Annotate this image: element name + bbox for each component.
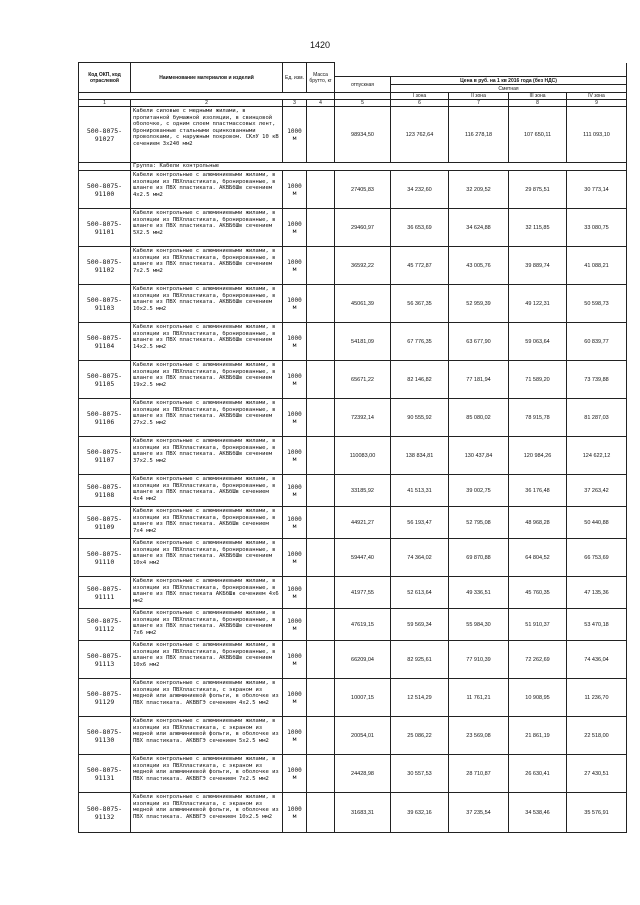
group-spacer xyxy=(79,163,131,171)
zone-3-price: 34 538,46 xyxy=(509,793,567,833)
zone-4-price: 47 135,36 xyxy=(567,577,627,609)
okp-code: 500-8075-91101 xyxy=(79,209,131,247)
material-name: Кабели контрольные с алюминиевыми жилами, в изоляции из ПВХпластиката, бронированные, в шланге из ПВХ пластиката. АКВБбШв сечением 19х2.5 мм2 xyxy=(131,361,283,399)
okp-code: 500-8075-91113 xyxy=(79,641,131,679)
zone-2-price: 28 710,87 xyxy=(449,755,509,793)
zone-1-price: 45 772,87 xyxy=(391,247,449,285)
zone-4-price: 73 739,88 xyxy=(567,361,627,399)
zone-3-price: 64 804,52 xyxy=(509,539,567,577)
col-number: 4 xyxy=(307,100,335,107)
zone-3-price: 36 176,48 xyxy=(509,475,567,507)
zone-3-price: 71 589,20 xyxy=(509,361,567,399)
table-row xyxy=(79,107,627,163)
zone-1-price: 74 364,02 xyxy=(391,539,449,577)
release-price: 47619,15 xyxy=(335,609,391,641)
table-row xyxy=(79,361,627,399)
material-name: Кабели контрольные с алюминиевыми жилами, в изоляции из ПВХпластиката, бронированные, в шланге из ПВХ пластиката. АКВБбШв сечением 10х4 мм2 xyxy=(131,539,283,577)
unit: 1000 м xyxy=(283,539,307,577)
table-row xyxy=(79,679,627,717)
material-name: Кабели контрольные с алюминиевыми жилами, в изоляции из ПВХпластиката, бронированные, в шланге из ПВХ пластиката. АКБбШв сечением 7х4 мм2 xyxy=(131,507,283,539)
release-price: 29460,97 xyxy=(335,209,391,247)
zone-2-price: 85 080,02 xyxy=(449,399,509,437)
table-row xyxy=(79,475,627,507)
okp-code: 500-8075-91105 xyxy=(79,361,131,399)
table-row xyxy=(79,793,627,833)
material-name: Кабели контрольные с алюминиевыми жилами, в изоляции из ПВХпластиката, бронированные, в шланге из ПВХ пластиката. АКВБбШв сечением 7х6 мм2 xyxy=(131,609,283,641)
col-number: 7 xyxy=(449,100,509,107)
unit: 1000 м xyxy=(283,793,307,833)
material-name: Кабели контрольные с алюминиевыми жилами, в изоляции из ПВХпластиката, бронированные, в шланге из ПВХ пластиката. АКВБбШв сечением 10х2.5 мм2 xyxy=(131,285,283,323)
unit: 1000 м xyxy=(283,641,307,679)
header-mass: Масса брутто, кг xyxy=(307,63,335,93)
unit: 1000 м xyxy=(283,507,307,539)
gross-mass xyxy=(307,437,335,475)
okp-code: 500-8075-91106 xyxy=(79,399,131,437)
zone-4-price: 41 088,21 xyxy=(567,247,627,285)
gross-mass xyxy=(307,641,335,679)
zone-2-price: 49 336,51 xyxy=(449,577,509,609)
gross-mass xyxy=(307,323,335,361)
col-number: 1 xyxy=(79,100,131,107)
zone-1-price: 56 367,35 xyxy=(391,285,449,323)
zone-1-price: 90 555,92 xyxy=(391,399,449,437)
unit: 1000 м xyxy=(283,399,307,437)
zone-3-price: 32 115,85 xyxy=(509,209,567,247)
release-price: 110083,00 xyxy=(335,437,391,475)
material-name: Кабели контрольные с алюминиевыми жилами, в изоляции из ПВХпластиката, бронированные, в шланге из ПВХ пластиката. АКВБбШв сечением 14х2.5 мм2 xyxy=(131,323,283,361)
unit: 1000 м xyxy=(283,437,307,475)
unit: 1000 м xyxy=(283,755,307,793)
zone-1-price: 138 834,81 xyxy=(391,437,449,475)
zone-1-price: 25 086,22 xyxy=(391,717,449,755)
zone-2-price: 43 005,76 xyxy=(449,247,509,285)
release-price: 72392,14 xyxy=(335,399,391,437)
okp-code: 500-8075-91111 xyxy=(79,577,131,609)
zone-4: IV зона xyxy=(567,93,627,100)
gross-mass xyxy=(307,361,335,399)
table-row xyxy=(79,171,627,209)
material-name: Кабели контрольные с алюминиевыми жилами, в изоляции из ПВХпластиката, бронированные, в шланге из ПВХ пластиката. АКВБбШв сечением 5Х2.5 мм2 xyxy=(131,209,283,247)
zone-1-price: 34 232,60 xyxy=(391,171,449,209)
material-name: Кабели контрольные с алюминиевыми жилами, в изоляции из ПВХпластиката, с экраном из медной или алюминиевой фольги, в оболочке из ПВХ пластиката. АКВВГЭ сечением 10х2.5 мм2 xyxy=(131,793,283,833)
okp-code: 500-8075-91100 xyxy=(79,171,131,209)
col-number: 6 xyxy=(391,100,449,107)
zone-3-price: 21 861,19 xyxy=(509,717,567,755)
gross-mass xyxy=(307,475,335,507)
gross-mass xyxy=(307,539,335,577)
material-name: Кабели контрольные с алюминиевыми жилами, в изоляции из ПВХпластиката, бронированные, в шланге из ПВХ пластиката АКБбШв сечением 4х6 мм2 xyxy=(131,577,283,609)
unit: 1000 м xyxy=(283,247,307,285)
unit: 1000 м xyxy=(283,577,307,609)
gross-mass xyxy=(307,247,335,285)
zone-2-price: 34 624,88 xyxy=(449,209,509,247)
release-price: 45061,39 xyxy=(335,285,391,323)
col-number: 8 xyxy=(509,100,567,107)
okp-code: 500-8075-91103 xyxy=(79,285,131,323)
zone-3-price: 29 875,51 xyxy=(509,171,567,209)
release-price: 54181,09 xyxy=(335,323,391,361)
col-number: 3 xyxy=(283,100,307,107)
header-unit: Ед. изм. xyxy=(283,63,307,93)
zone-3-price: 78 915,78 xyxy=(509,399,567,437)
zone-1-price: 52 613,64 xyxy=(391,577,449,609)
zone-4-price: 27 430,51 xyxy=(567,755,627,793)
okp-code: 500-8075-91131 xyxy=(79,755,131,793)
gross-mass xyxy=(307,285,335,323)
zone-2-price: 32 209,52 xyxy=(449,171,509,209)
release-price: 10007,15 xyxy=(335,679,391,717)
zone-1-price: 59 569,34 xyxy=(391,609,449,641)
zone-3-price: 120 984,26 xyxy=(509,437,567,475)
material-name: Кабели силовые с медными жилами, в пропитанной бумажной изоляции, в свинцовой оболочке, с одним слоем пластмассовых лент, бронированные стальными оцинкованными проволоками, с наружным покровом. СКлУ 10 кВ сечением 3х240 мм2 xyxy=(131,107,283,163)
zone-2-price: 63 677,90 xyxy=(449,323,509,361)
table-row xyxy=(79,755,627,793)
table-row xyxy=(79,285,627,323)
material-name: Кабели контрольные с алюминиевыми жилами, в изоляции из ПВХпластиката, бронированные, в шланге из ПВХ пластиката. АКВБбШв сечением 37х2.5 мм2 xyxy=(131,437,283,475)
zone-4-price: 37 263,42 xyxy=(567,475,627,507)
zone-3-price: 72 262,69 xyxy=(509,641,567,679)
table-row xyxy=(79,507,627,539)
zone-2-price: 11 761,21 xyxy=(449,679,509,717)
material-name: Кабели контрольные с алюминиевыми жилами, в изоляции из ПВХпластиката, бронированные, в шланге из ПВХ пластиката. АКВБбШв сечением 10х6 мм2 xyxy=(131,641,283,679)
zone-1-price: 30 557,53 xyxy=(391,755,449,793)
gross-mass xyxy=(307,577,335,609)
gross-mass xyxy=(307,679,335,717)
header-price-title: Цена в руб. на 1 кв 2016 года (без НДС) xyxy=(391,77,627,85)
zone-4-price: 74 436,04 xyxy=(567,641,627,679)
release-price: 24428,98 xyxy=(335,755,391,793)
zone-4-price: 30 773,14 xyxy=(567,171,627,209)
unit: 1000 м xyxy=(283,679,307,717)
zone-1-price: 41 513,31 xyxy=(391,475,449,507)
gross-mass xyxy=(307,609,335,641)
zone-4-price: 50 440,88 xyxy=(567,507,627,539)
table-row xyxy=(79,609,627,641)
unit: 1000 м xyxy=(283,171,307,209)
material-name: Кабели контрольные с алюминиевыми жилами, в изоляции из ПВХпластиката, с экраном из медной или алюминиевой фольги, в оболочке из ПВХ пластиката. АКВВГЭ сечением 7х2.5 мм2 xyxy=(131,755,283,793)
zone-3-price: 26 630,41 xyxy=(509,755,567,793)
header-release-price: отпускная xyxy=(335,77,391,93)
material-name: Кабели контрольные с алюминиевыми жилами, в изоляции из ПВХпластиката, с экраном из медной или алюминиевой фольги, в оболочке из ПВХ пластиката. АКВВГЭ сечением 4х2.5 мм2 xyxy=(131,679,283,717)
unit: 1000 м xyxy=(283,323,307,361)
zone-1-price: 56 193,47 xyxy=(391,507,449,539)
group-label: Группа: Кабели контрольные xyxy=(131,163,627,171)
gross-mass xyxy=(307,507,335,539)
unit: 1000 м xyxy=(283,285,307,323)
zone-4-price: 111 093,10 xyxy=(567,107,627,163)
zone-4-price: 33 080,75 xyxy=(567,209,627,247)
zone-1-price: 67 776,35 xyxy=(391,323,449,361)
unit: 1000 м xyxy=(283,717,307,755)
gross-mass xyxy=(307,171,335,209)
zone-4-price: 66 753,69 xyxy=(567,539,627,577)
zone-1-price: 123 762,64 xyxy=(391,107,449,163)
okp-code: 500-8075-91110 xyxy=(79,539,131,577)
okp-code: 500-8075-91102 xyxy=(79,247,131,285)
unit: 1000 м xyxy=(283,475,307,507)
gross-mass xyxy=(307,107,335,163)
zone-3-price: 45 760,35 xyxy=(509,577,567,609)
release-price: 44921,27 xyxy=(335,507,391,539)
okp-code: 500-8075-91109 xyxy=(79,507,131,539)
zone-4-price: 60 839,77 xyxy=(567,323,627,361)
col-number: 5 xyxy=(335,100,391,107)
unit: 1000 м xyxy=(283,361,307,399)
group-row xyxy=(79,163,627,171)
release-price: 66209,04 xyxy=(335,641,391,679)
zone-2: II зона xyxy=(449,93,509,100)
release-price: 27405,83 xyxy=(335,171,391,209)
col-number: 2 xyxy=(131,100,283,107)
zone-4-price: 124 622,12 xyxy=(567,437,627,475)
zone-4-price: 22 518,00 xyxy=(567,717,627,755)
zone-4-price: 81 287,03 xyxy=(567,399,627,437)
okp-code: 500-8075-91112 xyxy=(79,609,131,641)
unit: 1000 м xyxy=(283,107,307,163)
zone-2-price: 55 984,30 xyxy=(449,609,509,641)
zone-4-price: 53 470,18 xyxy=(567,609,627,641)
zone-3-price: 39 889,74 xyxy=(509,247,567,285)
zone-1-price: 82 925,61 xyxy=(391,641,449,679)
zone-1-price: 39 632,16 xyxy=(391,793,449,833)
okp-code: 500-8075-91027 xyxy=(79,107,131,163)
zone-3-price: 48 968,28 xyxy=(509,507,567,539)
zone-3-price: 10 908,95 xyxy=(509,679,567,717)
gross-mass xyxy=(307,717,335,755)
material-name: Кабели контрольные с алюминиевыми жилами, в изоляции из ПВХпластиката, бронированные, в шланге из ПВХ пластиката. АКВБбШв сечением 4х2.5 мм2 xyxy=(131,171,283,209)
zone-2-price: 77 910,39 xyxy=(449,641,509,679)
page-number: 1420 xyxy=(309,40,331,50)
release-price: 41977,55 xyxy=(335,577,391,609)
table-row xyxy=(79,399,627,437)
zone-4-price: 11 236,70 xyxy=(567,679,627,717)
release-price: 36592,22 xyxy=(335,247,391,285)
table-row xyxy=(79,437,627,475)
header-name: Наименование материалов и изделий xyxy=(131,63,283,93)
zone-2-price: 23 569,08 xyxy=(449,717,509,755)
release-price: 59447,40 xyxy=(335,539,391,577)
release-price: 31683,31 xyxy=(335,793,391,833)
table-body xyxy=(79,107,627,833)
okp-code: 500-8075-91130 xyxy=(79,717,131,755)
material-name: Кабели контрольные с алюминиевыми жилами, в изоляции из ПВХпластиката, бронированные, в шланге из ПВХ пластиката. АКБбШв сечением 4х4 мм2 xyxy=(131,475,283,507)
zone-3-price: 59 063,64 xyxy=(509,323,567,361)
release-price: 98934,50 xyxy=(335,107,391,163)
zone-1: I зона xyxy=(391,93,449,100)
table-row xyxy=(79,209,627,247)
zone-2-price: 69 870,88 xyxy=(449,539,509,577)
gross-mass xyxy=(307,793,335,833)
material-name: Кабели контрольные с алюминиевыми жилами, в изоляции из ПВХпластиката, бронированные, в шланге из ПВХ пластиката. АКВБбШв сечением 7х2.5 мм2 xyxy=(131,247,283,285)
price-table xyxy=(78,62,627,833)
unit: 1000 м xyxy=(283,209,307,247)
zone-2-price: 52 959,39 xyxy=(449,285,509,323)
zone-1-price: 12 514,29 xyxy=(391,679,449,717)
zone-3-price: 49 122,31 xyxy=(509,285,567,323)
okp-code: 500-8075-91129 xyxy=(79,679,131,717)
zone-1-price: 82 146,82 xyxy=(391,361,449,399)
okp-code: 500-8075-91132 xyxy=(79,793,131,833)
material-name: Кабели контрольные с алюминиевыми жилами, в изоляции из ПВХпластиката, бронированные, в шланге из ПВХ пластиката. АКВБбШв сечением 27х2.5 мм2 xyxy=(131,399,283,437)
release-price: 65671,22 xyxy=(335,361,391,399)
table-row xyxy=(79,539,627,577)
zone-3-price: 107 650,11 xyxy=(509,107,567,163)
zone-4-price: 50 598,73 xyxy=(567,285,627,323)
table-row xyxy=(79,641,627,679)
okp-code: 500-8075-91108 xyxy=(79,475,131,507)
zone-1-price: 36 653,69 xyxy=(391,209,449,247)
zone-2-price: 52 795,08 xyxy=(449,507,509,539)
zone-2-price: 39 002,75 xyxy=(449,475,509,507)
unit: 1000 м xyxy=(283,609,307,641)
release-price: 20054,01 xyxy=(335,717,391,755)
zone-3: III зона xyxy=(509,93,567,100)
gross-mass xyxy=(307,209,335,247)
release-price: 33185,92 xyxy=(335,475,391,507)
okp-code: 500-8075-91107 xyxy=(79,437,131,475)
okp-code: 500-8075-91104 xyxy=(79,323,131,361)
gross-mass xyxy=(307,399,335,437)
material-name: Кабели контрольные с алюминиевыми жилами, в изоляции из ПВХпластиката, с экраном из медной или алюминиевой фольги, в оболочке из ПВХ пластиката. АКВВГЭ сечением 5х2.5 мм2 xyxy=(131,717,283,755)
header-estimate: Сметная xyxy=(391,85,627,93)
zone-2-price: 116 278,18 xyxy=(449,107,509,163)
zone-2-price: 77 181,94 xyxy=(449,361,509,399)
zone-3-price: 51 910,37 xyxy=(509,609,567,641)
table-row xyxy=(79,247,627,285)
gross-mass xyxy=(307,755,335,793)
zone-2-price: 130 437,84 xyxy=(449,437,509,475)
zone-4-price: 35 576,91 xyxy=(567,793,627,833)
zone-2-price: 37 235,54 xyxy=(449,793,509,833)
table-row xyxy=(79,577,627,609)
col-number: 9 xyxy=(567,100,627,107)
table-row xyxy=(79,323,627,361)
table-row xyxy=(79,717,627,755)
header-code: Код ОКП, код отраслевой xyxy=(79,63,131,93)
